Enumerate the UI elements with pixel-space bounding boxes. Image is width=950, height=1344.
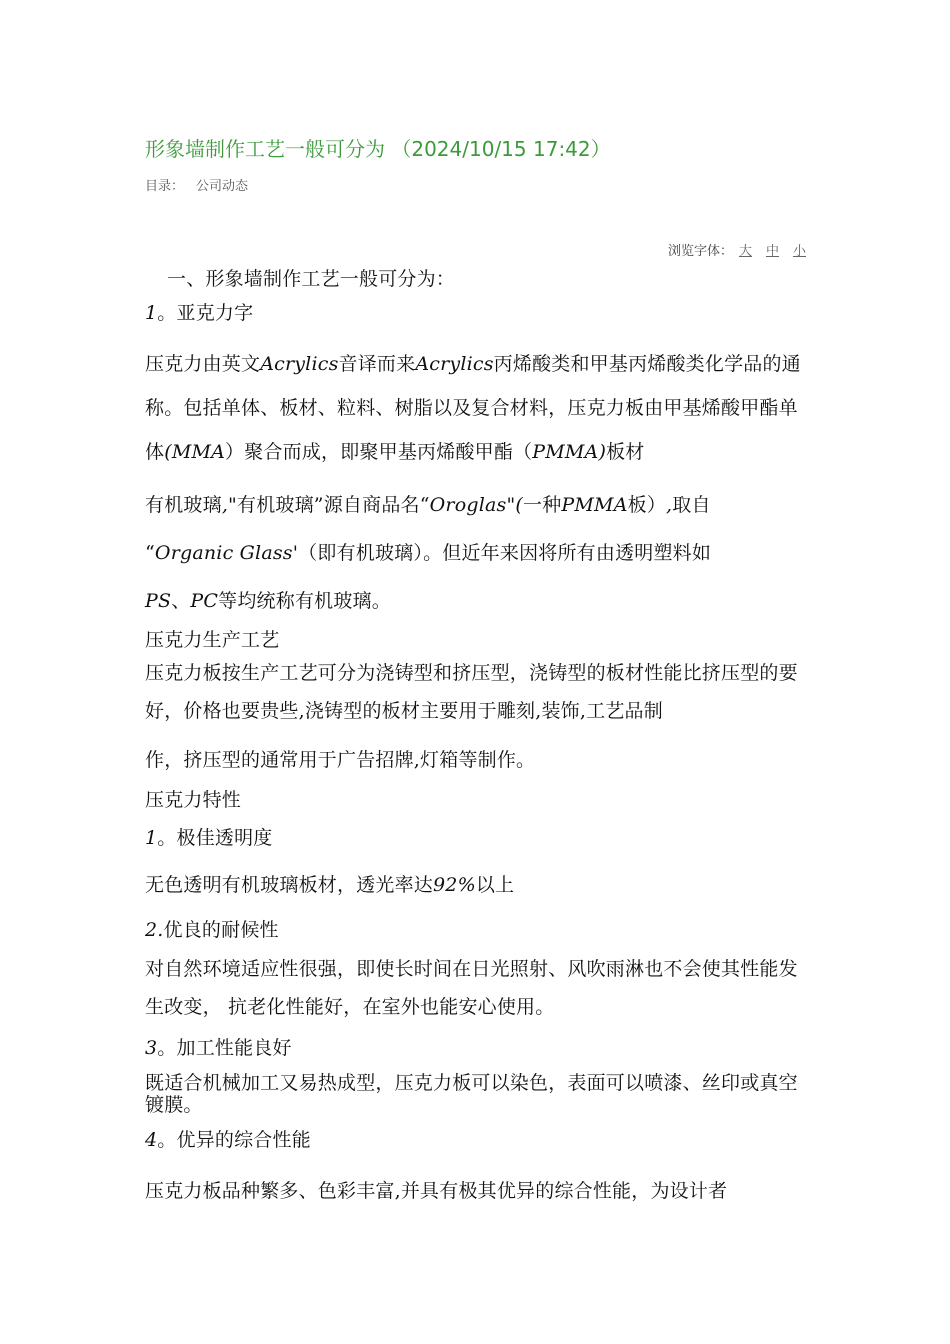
- section-heading-production-process: 压克力生产工艺: [145, 629, 280, 651]
- latin-term: Oroglas"(: [429, 494, 524, 516]
- latin-term: PMMA: [561, 494, 628, 516]
- text-run: 板材: [606, 441, 645, 463]
- font-size-small-link[interactable]: 小: [792, 244, 806, 259]
- paragraph-acrylic-intro: [145, 342, 810, 474]
- text-run: ）聚合而成，即聚甲基丙烯酸甲酯（: [225, 441, 533, 463]
- text-run: 等均统称有机玻璃。: [218, 590, 391, 612]
- font-size-switcher: [668, 241, 806, 263]
- latin-term: PMMA): [532, 441, 607, 463]
- latin-term: Acrylics: [260, 353, 339, 375]
- heading-number: 3: [145, 1037, 158, 1059]
- heading-text: 。亚克力字: [157, 302, 254, 324]
- text-run: 板）: [627, 494, 667, 516]
- text-run: （即有机玻璃）。但近年来因将所有由透明塑料如: [298, 542, 712, 564]
- main-heading: 一、形象墙制作工艺一般可分为：: [167, 268, 456, 290]
- catalog-line: [145, 176, 248, 198]
- text-run: 有机玻璃”源自商品名“: [237, 494, 430, 516]
- page-title: [145, 134, 611, 164]
- heading-number: 1: [145, 302, 158, 324]
- heading-text: 。极佳透明度: [157, 827, 273, 849]
- text-run: 丙烯酸类和甲基丙烯酸类化学品的通称。包括单体、板材、粒料、树脂以及复合材料，压克力板由甲基烯酸甲酯单体: [145, 353, 801, 463]
- heading-number: 2.: [145, 919, 164, 941]
- feature-body-overall-performance: 压克力板品种繁多、色彩丰富,并具有极其优异的综合性能，为设计者: [145, 1180, 728, 1202]
- title-timestamp: （2024/10/15 17:42）: [391, 137, 611, 161]
- text-run: 以上: [475, 874, 515, 896]
- latin-term: ,: [666, 494, 673, 516]
- heading-text: 。加工性能良好: [157, 1037, 292, 1059]
- title-text: 形象墙制作工艺一般可分为: [145, 137, 385, 161]
- text-run: 一种: [523, 494, 562, 516]
- feature-heading-weather-resistance: [145, 916, 810, 944]
- latin-term: Organic Glass': [154, 542, 299, 564]
- feature-heading-processability: [145, 1034, 810, 1062]
- text-run: 音译而来: [338, 353, 416, 375]
- latin-term: PC: [190, 590, 219, 612]
- text-run: 、: [171, 590, 191, 612]
- heading-text: 优良的耐候性: [163, 919, 279, 941]
- latin-term: (MMA: [164, 441, 226, 463]
- latin-term: ,": [221, 494, 237, 516]
- article-content: [145, 264, 810, 1210]
- paragraph-extrusion-usage: 作，挤压型的通常用于广告招牌,灯箱等制作。: [145, 749, 536, 771]
- font-size-medium-link[interactable]: 中: [765, 244, 779, 259]
- paragraph-ps-pc: [145, 584, 810, 618]
- heading-text: 。优异的综合性能: [157, 1129, 311, 1151]
- text-run: “: [145, 542, 155, 564]
- latin-term: 92%: [433, 874, 476, 896]
- font-size-label: 浏览字体：: [667, 244, 733, 259]
- catalog-value: 公司动态: [196, 179, 249, 194]
- catalog-label: 目录：: [145, 179, 185, 194]
- font-size-large-link[interactable]: 大: [738, 244, 752, 259]
- feature-heading-overall-performance: [145, 1126, 810, 1154]
- feature-body-weather-resistance: 对自然环境适应性很强，即使长时间在日光照射、风吹雨淋也不会使其性能发生改变， 抗老化性能好，在室外也能安心使用。: [145, 958, 798, 1018]
- paragraph-organic-glass-origin: [145, 488, 810, 522]
- latin-term: PS: [145, 590, 172, 612]
- text-run: 压克力由英文: [145, 353, 261, 375]
- feature-body-processability: 既适合机械加工又易热成型，压克力板可以染色，表面可以喷漆、丝印或真空镀膜。: [145, 1072, 798, 1116]
- latin-term: Acrylics: [415, 353, 494, 375]
- paragraph-production-process: 压克力板按生产工艺可分为浇铸型和挤压型，浇铸型的板材性能比挤压型的要好，价格也要贵些,浇铸型的板材主要用于雕刻,装饰,工艺品制: [145, 662, 798, 722]
- feature-body-transparency: [145, 866, 810, 904]
- text-run: 无色透明有机玻璃板材，透光率达: [145, 874, 434, 896]
- section-heading-acrylic-letters: [145, 298, 810, 328]
- heading-number: 4: [145, 1129, 158, 1151]
- text-run: 有机玻璃: [145, 494, 222, 516]
- section-heading-properties: 压克力特性: [145, 789, 242, 811]
- paragraph-organic-glass-name: [145, 536, 810, 570]
- text-run: 取自: [672, 494, 711, 516]
- heading-number: 1: [145, 827, 158, 849]
- feature-heading-transparency: [145, 824, 810, 852]
